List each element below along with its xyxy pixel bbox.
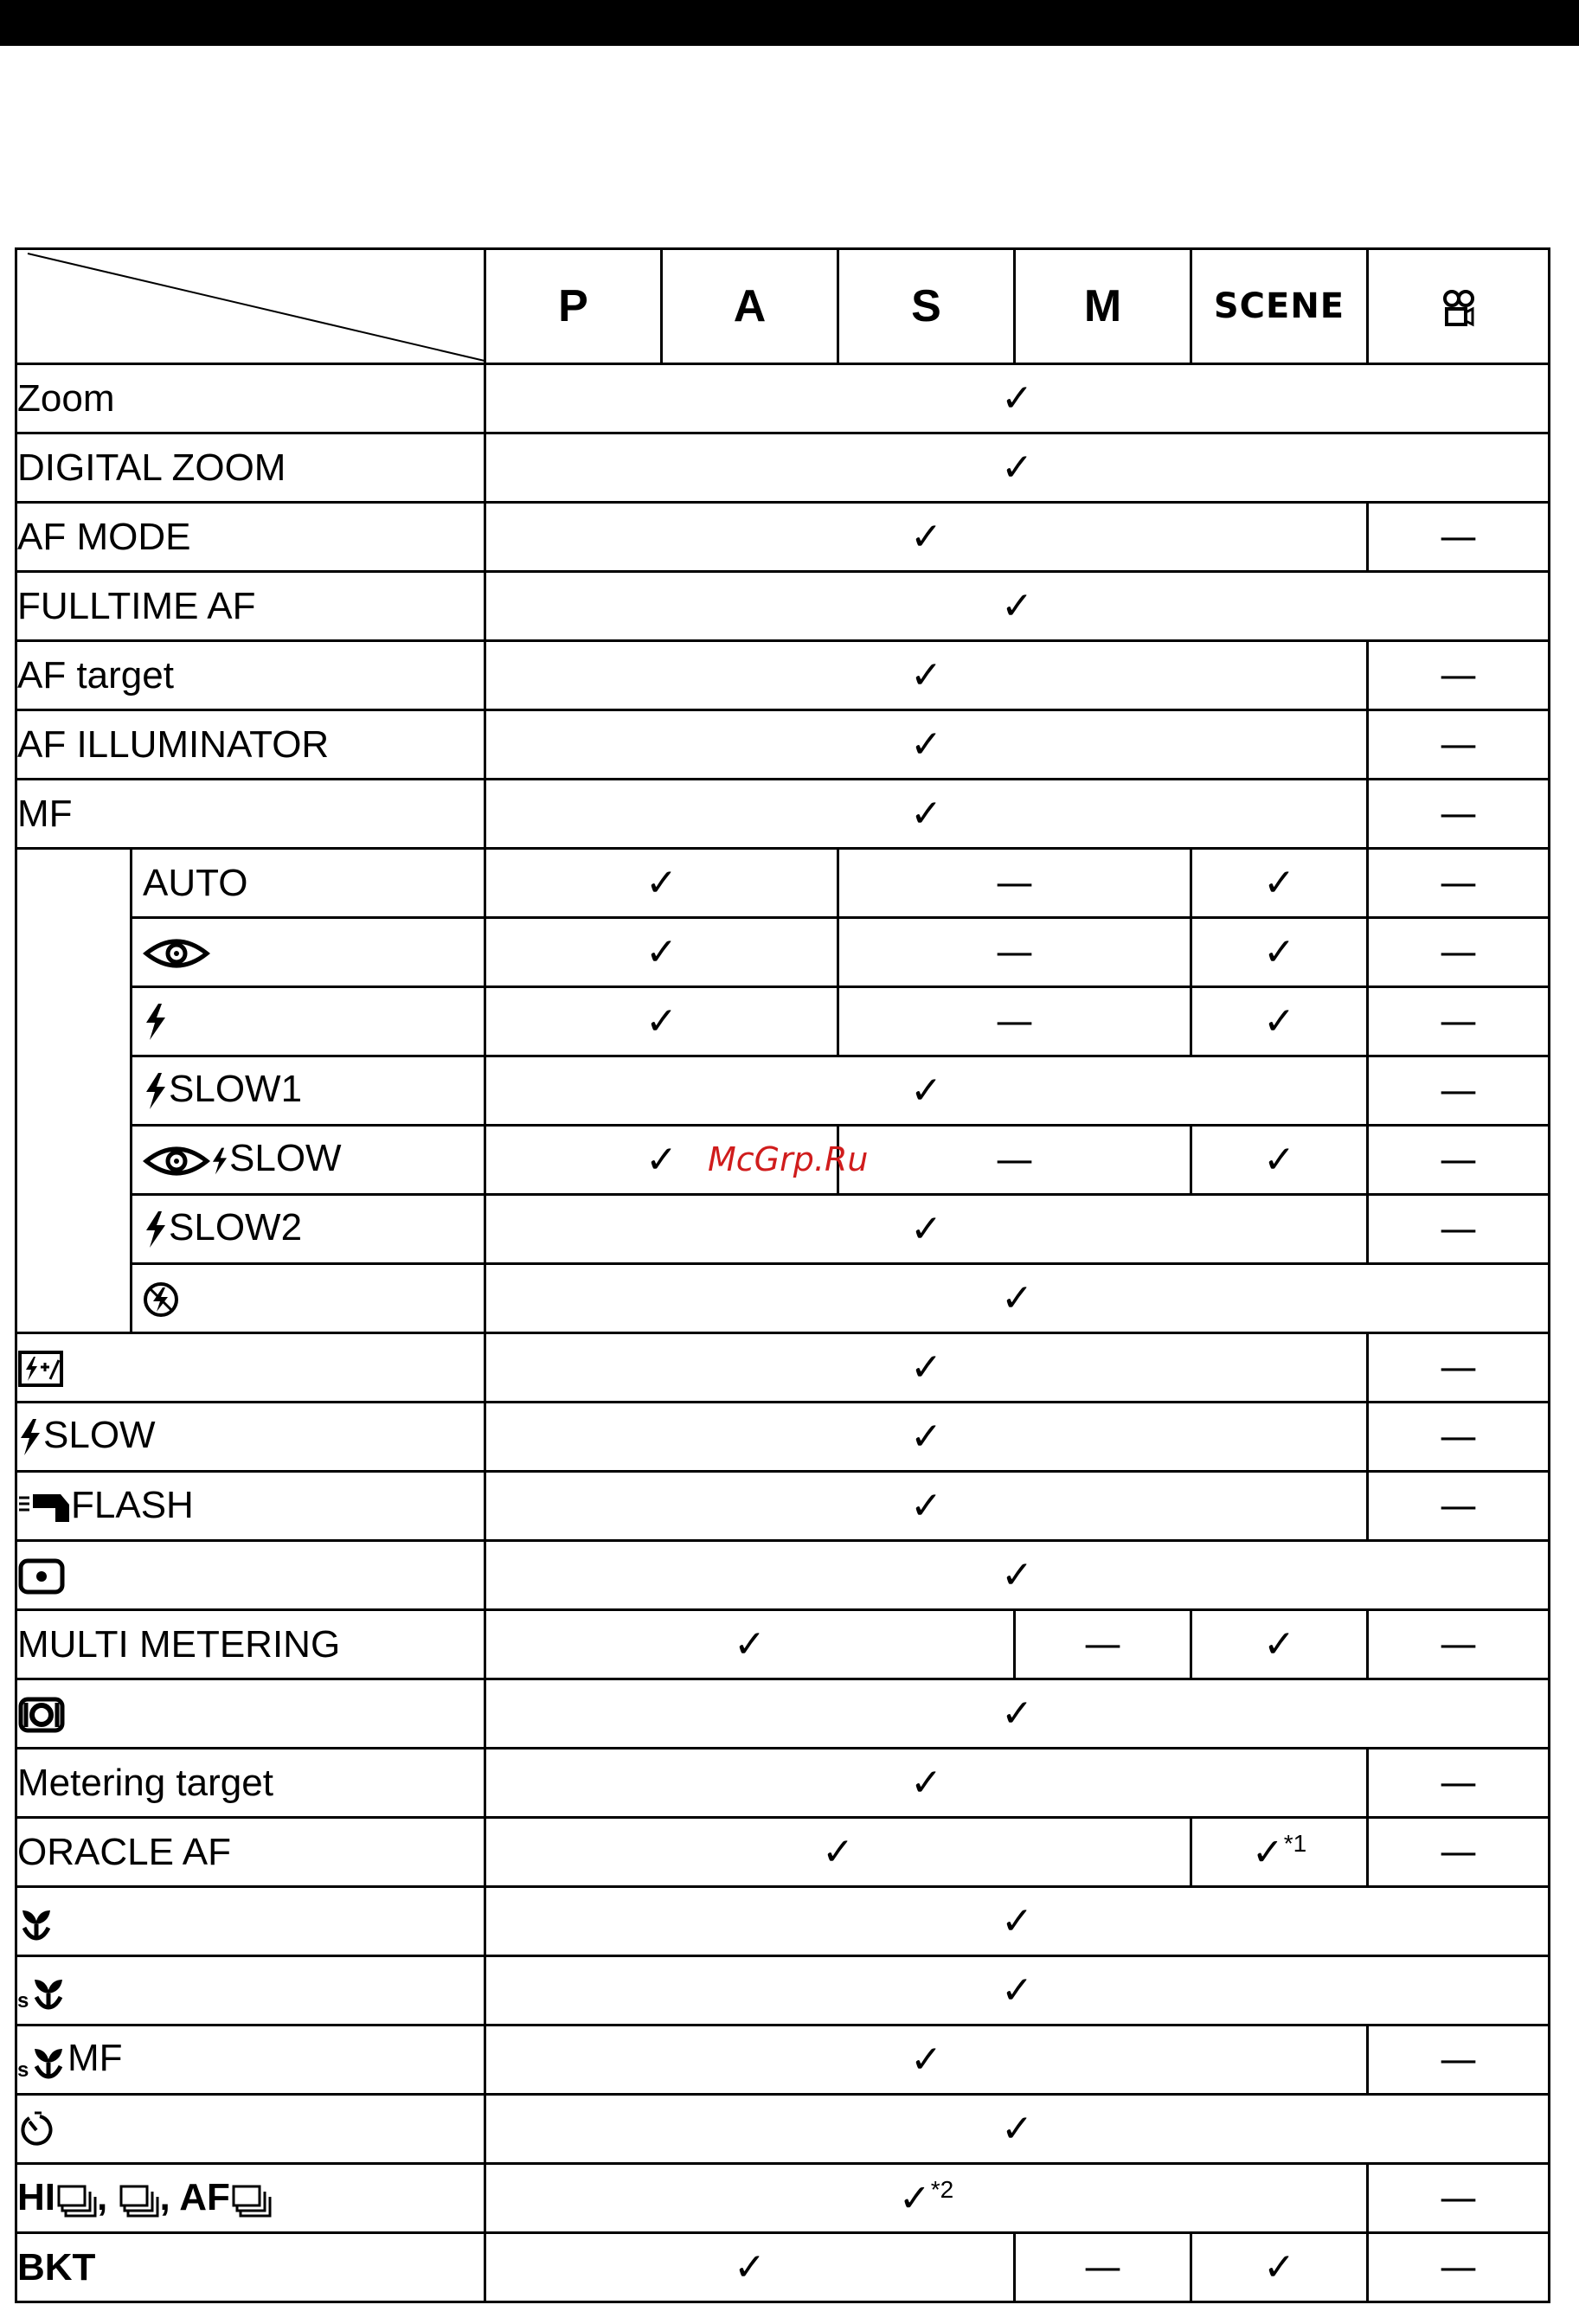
flash-group-cell [16,849,132,1333]
row-label-slow2 [132,1195,485,1264]
check-cell: ✓ [485,1472,1368,1541]
sequential-icon [55,2183,97,2218]
dash-cell: — [1015,2233,1191,2302]
check-cell: ✓ [485,780,1368,849]
check-cell: ✓ [485,364,1550,433]
comma: , [159,2176,180,2219]
table-row [16,1403,1550,1472]
self-timer-icon [16,2095,485,2164]
spot-metering-icon [16,1541,485,1610]
super-macro-icon [16,1956,485,2025]
row-label-flash-auto: AUTO [132,849,485,918]
row-label-multi-metering: MULTI METERING [16,1610,485,1679]
table-row [16,2095,1550,2164]
check-cell: ✓ [485,1195,1368,1264]
macro-icon [16,1887,485,1956]
dash-cell: — [1368,2233,1550,2302]
flash-icon [143,1071,169,1111]
dash-cell: — [1368,1610,1550,1679]
table-row [16,1818,1550,1887]
check-footnote-cell [485,2164,1368,2233]
table-row [16,433,1550,503]
check-cell: ✓ [485,2025,1368,2095]
check-cell: ✓ [1191,987,1368,1056]
row-label-af-illuminator: AF ILLUMINATOR [16,710,485,780]
table-row [16,1195,1550,1264]
check-cell: ✓ [485,1749,1368,1818]
dash-cell: — [1368,1056,1550,1126]
dash-cell: — [1368,1403,1550,1472]
function-availability-table [15,247,1550,2303]
check-cell: ✓ [485,1056,1368,1126]
flash-icon [143,1210,169,1249]
row-label-redeye-slow [132,1126,485,1195]
table-row [16,1956,1550,2025]
dash-cell: — [1368,780,1550,849]
table-row [16,2233,1550,2302]
slow-text: SLOW [43,1413,156,1456]
row-label-digital-zoom: DIGITAL ZOOM [16,433,485,503]
diagonal-line [17,250,486,363]
table-row [16,1333,1550,1403]
dash-cell: — [1368,2025,1550,2095]
check-cell: ✓ [1191,1610,1368,1679]
row-label-flash [16,1472,485,1541]
table-row [16,1887,1550,1956]
table-row [16,2164,1550,2233]
external-flash-icon [17,1491,71,1525]
row-label-oracle-af: ORACLE AF [16,1818,485,1887]
dash-cell: — [838,849,1191,918]
mf-text: MF [67,2037,123,2080]
footnote-marker: *1 [1283,1830,1307,1858]
check-cell: ✓ [1191,2233,1368,2302]
center-weighted-metering-icon [16,1679,485,1749]
row-label-af-mode: AF MODE [16,503,485,572]
check-cell: ✓ [485,1333,1368,1403]
check-cell: ✓ [485,710,1368,780]
check-cell: ✓ [485,1541,1550,1610]
dash-cell: — [1368,1333,1550,1403]
row-label-slow1 [132,1056,485,1126]
mode-p: P [485,249,662,364]
flash-icon [210,1144,229,1178]
check-cell: ✓ [485,1887,1550,1956]
table-row [16,1679,1550,1749]
row-label-slow [16,1403,485,1472]
table-row [16,364,1550,433]
check-cell: ✓ [485,918,838,987]
slow2-text: SLOW2 [169,1205,303,1249]
row-label-super-macro-mf [16,2025,485,2095]
check-mark: ✓ [1251,1830,1284,1875]
header-row [16,249,1550,364]
table-row [16,849,1550,918]
dash-cell: — [1368,1126,1550,1195]
footnote-marker: *2 [930,2176,954,2204]
comma: , [97,2176,119,2219]
check-cell: ✓ [1191,1126,1368,1195]
dash-cell: — [1368,918,1550,987]
table-row [16,2025,1550,2095]
svg-text:s: s [17,2058,29,2080]
check-cell: ✓ [485,987,838,1056]
check-cell: ✓ [485,2233,1015,2302]
check-mark: ✓ [898,2176,931,2221]
check-cell: ✓ [485,572,1550,641]
table-row [16,1610,1550,1679]
check-cell: ✓ [1191,918,1368,987]
table-row [16,987,1550,1056]
dash-cell: — [1368,1472,1550,1541]
check-cell: ✓ [485,2095,1550,2164]
table-row [16,641,1550,710]
row-label-fulltime-af: FULLTIME AF [16,572,485,641]
movie-camera-icon [1368,249,1550,364]
check-cell: ✓ [485,1679,1550,1749]
table-row [16,1541,1550,1610]
mode-s: S [838,249,1015,364]
dash-cell: — [1368,1195,1550,1264]
header-corner [16,249,485,364]
table-row [16,1472,1550,1541]
row-label-mf: MF [16,780,485,849]
table-row [16,1264,1550,1333]
super-macro-icon [17,2042,67,2080]
table-row [16,1056,1550,1126]
check-cell: ✓ [485,1403,1368,1472]
row-label-metering-target: Metering target [16,1749,485,1818]
check-footnote-cell [1191,1818,1368,1887]
red-eye-icon [132,918,485,987]
dash-cell: — [838,918,1191,987]
check-cell: ✓ [485,433,1550,503]
watermark: McGrp.Ru [708,1140,869,1178]
row-label-bkt: BKT [16,2233,485,2302]
mode-scene: SCENE [1191,249,1368,364]
flash-fill-icon [132,987,485,1056]
top-bar [0,0,1579,46]
flash-off-icon [132,1264,485,1333]
check-cell: ✓ [485,503,1368,572]
row-label-zoom: Zoom [16,364,485,433]
table-row [16,572,1550,641]
row-label-af-target: AF target [16,641,485,710]
mode-a: A [662,249,838,364]
flash-icon [17,1417,43,1457]
check-cell: ✓ [485,849,838,918]
check-cell: ✓ [485,1956,1550,2025]
table-row [16,503,1550,572]
af-sequential-label: AF [179,2176,230,2219]
dash-cell: — [1368,2164,1550,2233]
red-eye-icon [143,1142,210,1180]
dash-cell: — [1015,1610,1191,1679]
dash-cell: — [1368,1749,1550,1818]
dash-cell: — [1368,503,1550,572]
row-label-sequential [16,2164,485,2233]
dash-cell: — [1368,641,1550,710]
table-row [16,780,1550,849]
slow-text: SLOW [229,1137,342,1180]
dash-cell: — [1368,1818,1550,1887]
hi-sequential-label: HI [17,2176,55,2219]
sequential-icon [118,2183,159,2218]
table-row [16,918,1550,987]
flash-text: FLASH [71,1484,194,1527]
dash-cell: — [838,1126,1191,1195]
flash-compensation-icon [16,1333,485,1403]
dash-cell: — [838,987,1191,1056]
dash-cell: — [1368,710,1550,780]
mode-m: M [1015,249,1191,364]
check-cell: ✓ [485,1818,1191,1887]
dash-cell: — [1368,987,1550,1056]
table-row [16,710,1550,780]
svg-text:s: s [17,1988,29,2011]
check-cell: ✓ [485,1610,1015,1679]
check-cell: ✓ [485,1264,1550,1333]
check-cell: ✓ [485,641,1368,710]
dash-cell: — [1368,849,1550,918]
table-row [16,1749,1550,1818]
check-cell: ✓ [485,1126,838,1195]
check-cell: ✓ [1191,849,1368,918]
sequential-icon [230,2183,272,2218]
slow1-text: SLOW1 [169,1067,303,1110]
